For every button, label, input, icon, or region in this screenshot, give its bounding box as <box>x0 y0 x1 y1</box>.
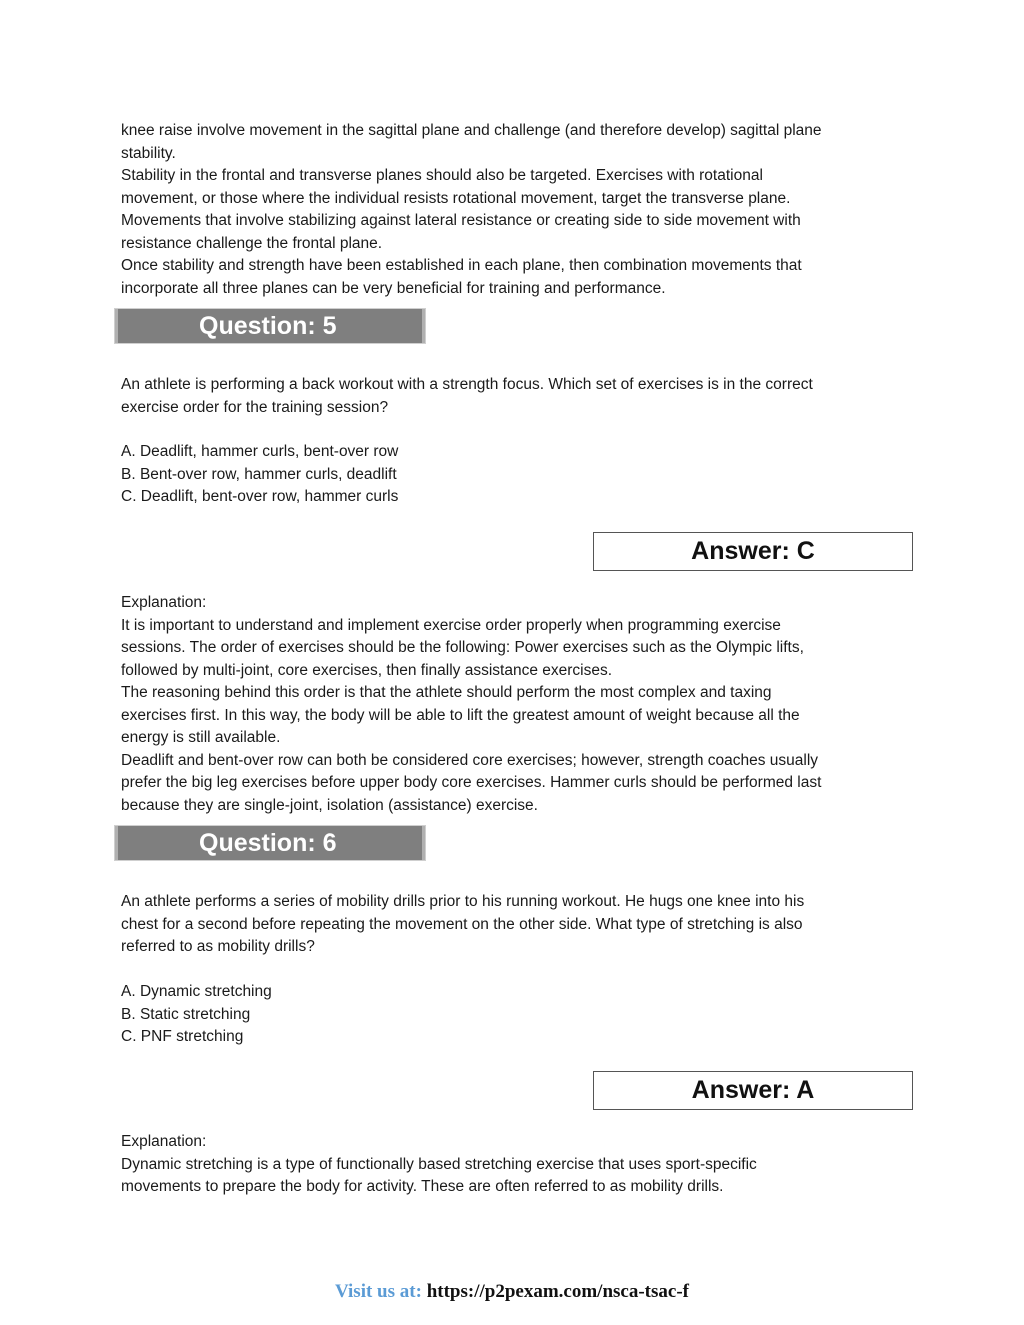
question-6-title: Question: 6 <box>199 829 337 857</box>
question-5-explanation <box>121 592 911 817</box>
explanation-label: Explanation: <box>121 1133 207 1150</box>
question-5-text <box>121 374 911 419</box>
text-line: prefer the big leg exercises before upper body core exercises. Hammer curls should be performed last <box>121 774 822 791</box>
text-line: Movements that involve stabilizing against lateral resistance or creating side to side movement with <box>121 212 801 229</box>
text-line: chest for a second before repeating the movement on the other side. What type of stretching is also <box>121 915 803 933</box>
text-line: An athlete is performing a back workout with a strength focus. Which set of exercises is in the correct <box>121 376 813 393</box>
text-line: The reasoning behind this order is that the athlete should perform the most complex and taxing <box>121 684 772 701</box>
question-6-answer-box <box>593 1071 913 1110</box>
intro-text <box>121 120 911 300</box>
text-line: movement, or those where the individual resists rotational movement, target the transverse plane. <box>121 189 791 207</box>
option-c: C. PNF stretching <box>121 1028 244 1045</box>
footer-label: Visit us at: <box>335 1281 422 1302</box>
text-line: followed by multi-joint, core exercises, then finally assistance exercises. <box>121 661 613 679</box>
text-line: sessions. The order of exercises should be the following: Power exercises such as the Olympic lifts, <box>121 639 804 656</box>
option-a: A. Deadlift, hammer curls, bent-over row <box>121 443 399 460</box>
page-footer <box>0 1281 1024 1303</box>
text-line: Dynamic stretching is a type of functionally based stretching exercise that uses sport-specific <box>121 1155 757 1173</box>
text-line: energy is still available. <box>121 729 281 746</box>
text-line: movements to prepare the body for activity. These are often referred to as mobility drills. <box>121 1178 724 1195</box>
option-c: C. Deadlift, bent-over row, hammer curls <box>121 488 399 505</box>
question-6-answer: Answer: A <box>691 1076 815 1104</box>
text-line: exercise order for the training session? <box>121 398 389 416</box>
question-5-answer: Answer: C <box>691 537 815 565</box>
explanation-label: Explanation: <box>121 594 207 611</box>
text-line: incorporate all three planes can be very beneficial for training and performance. <box>121 279 666 297</box>
question-5-answer-box <box>593 532 913 571</box>
question-5-title: Question: 5 <box>199 312 337 340</box>
text-line: It is important to understand and implement exercise order properly when programming exercise <box>121 616 781 634</box>
text-line: Once stability and strength have been established in each plane, then combination movements that <box>121 257 802 274</box>
option-a: A. Dynamic stretching <box>121 983 272 1000</box>
footer-link[interactable]: https://p2pexam.com/nsca-tsac-f <box>426 1281 689 1302</box>
text-line: exercises first. In this way, the body will be able to lift the greatest amount of weight because all the <box>121 706 800 724</box>
question-6-header <box>114 825 426 861</box>
text-line: because they are single-joint, isolation (assistance) exercise. <box>121 796 538 814</box>
text-line: An athlete performs a series of mobility drills prior to his running workout. He hugs one knee into his <box>121 893 805 910</box>
question-6-options <box>121 981 911 1049</box>
question-6-text <box>121 891 911 959</box>
option-b: B. Bent-over row, hammer curls, deadlift <box>121 465 397 483</box>
text-line: knee raise involve movement in the sagittal plane and challenge (and therefore develop) sagittal plane <box>121 122 822 139</box>
text-line: referred to as mobility drills? <box>121 938 315 955</box>
question-5-header <box>114 308 426 344</box>
text-line: Stability in the frontal and transverse planes should also be targeted. Exercises with rotational <box>121 167 763 184</box>
question-6-explanation <box>121 1131 911 1199</box>
text-line: Deadlift and bent-over row can both be considered core exercises; however, strength coaches usually <box>121 751 819 769</box>
option-b: B. Static stretching <box>121 1005 251 1023</box>
question-5-options <box>121 441 911 509</box>
text-line: resistance challenge the frontal plane. <box>121 234 383 252</box>
text-line: stability. <box>121 144 176 162</box>
